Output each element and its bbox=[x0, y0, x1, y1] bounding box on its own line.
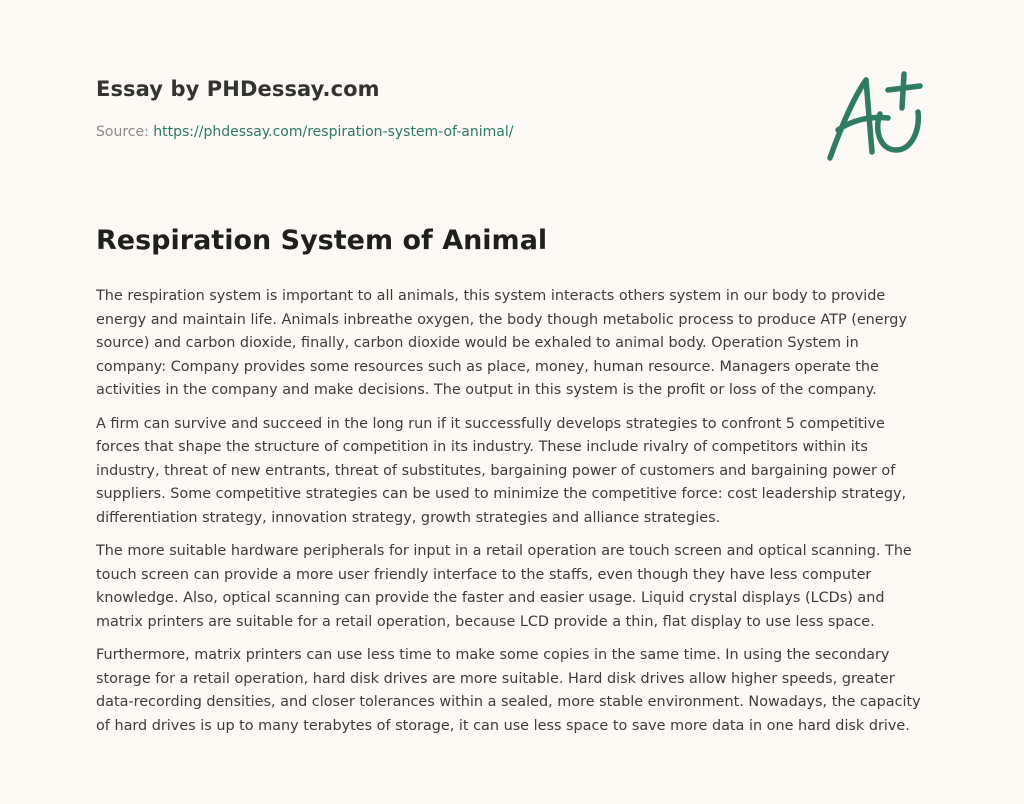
source-line bbox=[96, 124, 513, 140]
essay-title: Respiration System of Animal bbox=[96, 225, 548, 256]
essay-paragraph: The respiration system is important to all animals, this system interacts others system in our body to provide energy and maintain life. Animals inbreathe oxygen, the body though metabolic process to produce ATP (energy source) and carbon dioxide, finally, carbon dioxide would be exhaled to animal body. Operation System in company: Company provides some resources such as place, money, human resource. Managers operate the activities in the company and make decisions. The output in this system is the profit or loss of the company. bbox=[96, 288, 907, 398]
brand-title: Essay by PHDessay.com bbox=[96, 77, 380, 101]
essay-paragraph: The more suitable hardware peripherals for input in a retail operation are touch screen and optical scanning. The touch screen can provide a more user friendly interface to the staffs, even though they have less computer knowledge. Also, optical scanning can provide the faster and easier usage. Liquid crystal displays (LCDs) and matrix printers are suitable for a retail operation, because LCD provide a thin, flat display to use less space. bbox=[96, 543, 912, 630]
source-link[interactable]: https://phdessay.com/respiration-system-of-animal/ bbox=[153, 124, 514, 140]
source-label: Source: bbox=[96, 124, 149, 140]
essay-paragraph: A firm can survive and succeed in the long run if it successfully develops strategies to confront 5 competitive forces that shape the structure of competition in its industry. These include rivalry of competitors within its industry, threat of new entrants, threat of substitutes, bargaining power of customers and bargaining power of suppliers. Some competitive strategies can be used to minimize the competitive force: cost leadership strategy, differentiation strategy, innovation strategy, growth strategies and alliance strategies. bbox=[96, 415, 907, 526]
a-plus-logo-icon bbox=[822, 68, 930, 164]
essay-body bbox=[96, 285, 928, 748]
essay-paragraph: Furthermore, matrix printers can use less time to make some copies in the same time. In using the secondary storage for a retail operation, hard disk drives are more suitable. Hard disk drives allow higher speeds, greater data-recording densities, and closer tolerances within a sealed, more stable environment. Nowadays, the capacity of hard drives is up to many terabytes of storage, it can use less space to save more data in one hard disk drive. bbox=[96, 647, 921, 734]
